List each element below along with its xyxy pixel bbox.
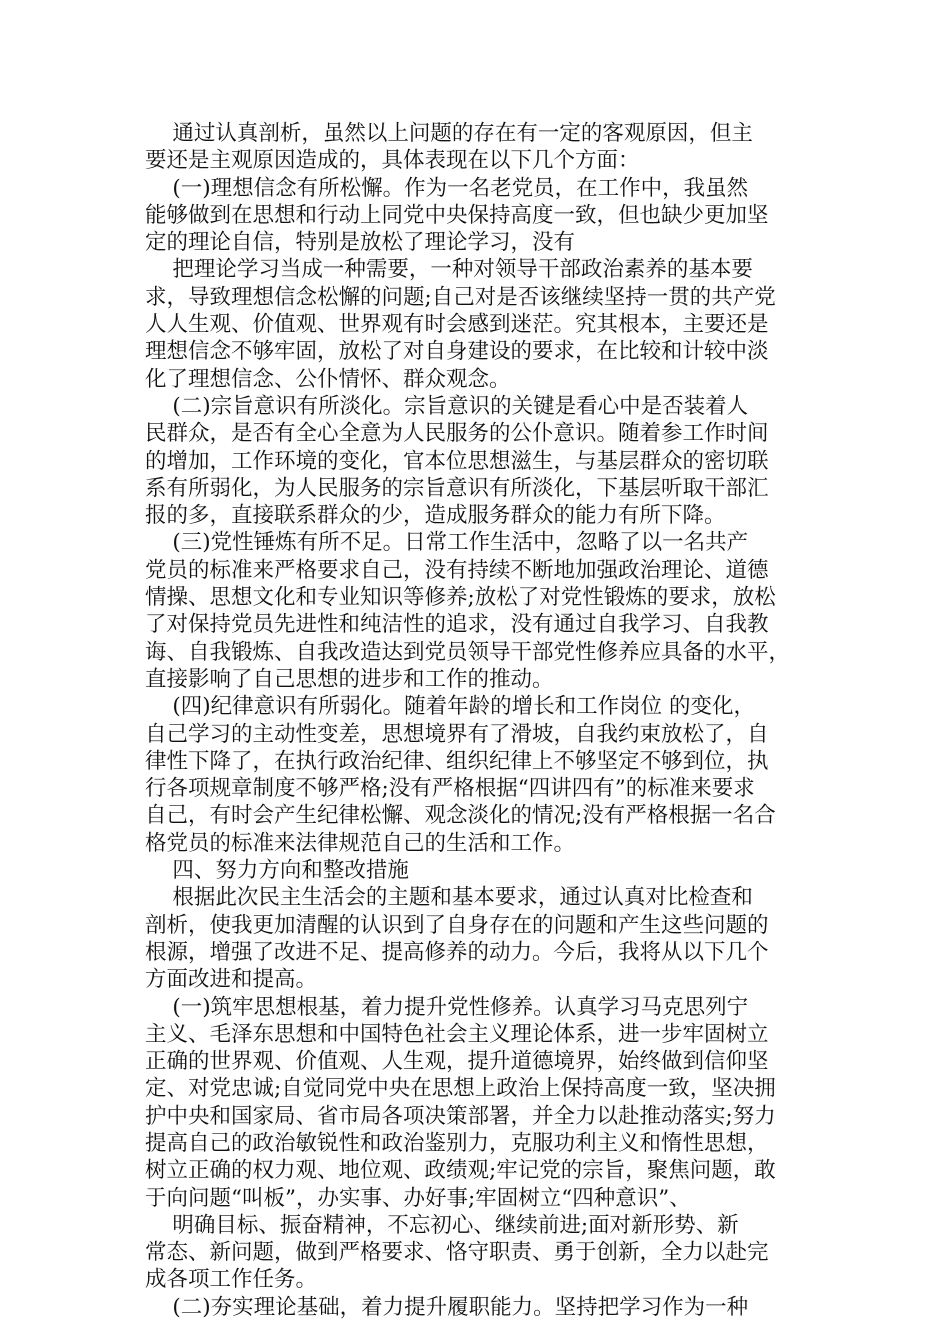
text-line: 树立正确的权力观、地位观、政绩观;牢记党的宗旨，聚焦问题，敢	[145, 1158, 776, 1184]
text-line: 根据此次民主生活会的主题和基本要求，通过认真对比检查和	[145, 885, 753, 911]
text-line: 诲、自我锻炼、自我改造达到党员领导干部党性修养应具备的水平，	[145, 639, 791, 665]
text-line: 要还是主观原因造成的，具体表现在以下几个方面：	[145, 148, 640, 174]
text-line: 于向问题“叫板”，办实事、办好事;牢固树立“四种意识”、	[145, 1185, 691, 1211]
text-line: 直接影响了自己思想的进步和工作的推动。	[145, 666, 554, 692]
text-line: 化了理想信念、公仆情怀、群众观念。	[145, 366, 511, 392]
text-line: (一)筑牢思想根基，着力提升党性修养。认真学习马克思列宁	[145, 994, 749, 1020]
text-line: 系有所弱化，为人民服务的宗旨意识有所淡化，下基层听取干部汇	[145, 475, 769, 501]
text-line: 的增加，工作环境的变化，官本位思想滋生，与基层群众的密切联	[145, 448, 769, 474]
text-line: 律性下降了，在执行政治纪律、组织纪律上不够坚定不够到位，执	[145, 748, 769, 774]
text-line: 成各项工作任务。	[145, 1267, 318, 1293]
text-line: 行各项规章制度不够严格;没有严格根据“四讲四有”的标准来要求	[145, 776, 755, 802]
text-line: 自己学习的主动性变差，思想境界有了滑坡，自我约束放松了，自	[145, 721, 769, 747]
text-line: 自己，有时会产生纪律松懈、观念淡化的情况;没有严格根据一名合	[145, 803, 776, 829]
text-line: 四、努力方向和整改措施	[145, 858, 409, 884]
text-line: 通过认真剖析，虽然以上问题的存在有一定的客观原因，但主	[145, 121, 753, 146]
text-line: 理想信念不够牢固，放松了对自身建设的要求，在比较和计较中淡	[145, 339, 769, 365]
text-line: 正确的世界观、价值观、人生观，提升道德境界，始终做到信仰坚	[145, 1049, 769, 1075]
text-line: 明确目标、振奋精神，不忘初心、继续前进;面对新形势、新	[145, 1212, 739, 1238]
text-line: (二)宗旨意识有所淡化。宗旨意识的关键是看心中是否装着人	[145, 393, 749, 419]
text-line: (三)党性锤炼有所不足。日常工作生活中，忽略了以一名共产	[145, 530, 749, 556]
text-line: 格党员的标准来法律规范自己的生活和工作。	[145, 830, 576, 856]
text-line: (一)理想信念有所松懈。作为一名老党员，在工作中，我虽然	[145, 175, 749, 201]
text-line: 党员的标准来严格要求自己，没有持续不断地加强政治理论、道德	[145, 557, 769, 583]
text-line: 定、对党忠诚;自觉同党中央在思想上政治上保持高度一致，坚决拥	[145, 1076, 776, 1102]
text-line: 情操、思想文化和专业知识等修养;放松了对党性锻炼的要求，放松	[145, 585, 776, 611]
document-body	[145, 120, 805, 1321]
text-line: 报的多，直接联系群众的少，造成服务群众的能力有所下降。	[145, 503, 726, 529]
text-line: (四)纪律意识有所弱化。随着年龄的增长和工作岗位 的变化，	[145, 694, 755, 720]
text-line: 求，导致理想信念松懈的问题;自己对是否该继续坚持一贯的共产党	[145, 284, 776, 310]
text-line: 民群众，是否有全心全意为人民服务的公仆意识。随着参工作时间	[145, 421, 769, 447]
text-line: 主义、毛泽东思想和中国特色社会主义理论体系，进一步牢固树立	[145, 1021, 769, 1047]
text-line: 把理论学习当成一种需要，一种对领导干部政治素养的基本要	[145, 257, 753, 283]
text-line: 定的理论自信，特别是放松了理论学习，没有	[145, 230, 576, 256]
text-line: 根源，增强了改进不足、提高修养的动力。今后，我将从以下几个	[145, 939, 769, 965]
text-line: 人人生观、价值观、世界观有时会感到迷茫。究其根本，主要还是	[145, 312, 769, 338]
text-line: (二)夯实理论基础，着力提升履职能力。坚持把学习作为一种	[145, 1294, 749, 1320]
text-line: 方面改进和提高。	[145, 967, 318, 993]
text-line: 常态、新问题，做到严格要求、恪守职责、勇于创新，全力以赴完	[145, 1240, 769, 1266]
text-line: 了对保持党员先进性和纯洁性的追求，没有通过自我学习、自我教	[145, 612, 769, 638]
text-line: 护中央和国家局、省市局各项决策部署，并全力以赴推动落实;努力	[145, 1103, 776, 1129]
text-line: 剖析，使我更加清醒的认识到了自身存在的问题和产生这些问题的	[145, 912, 769, 938]
text-line: 提高自己的政治敏锐性和政治鉴别力，克服功利主义和惰性思想，	[145, 1130, 769, 1156]
text-line: 能够做到在思想和行动上同党中央保持高度一致，但也缺少更加坚	[145, 202, 769, 228]
